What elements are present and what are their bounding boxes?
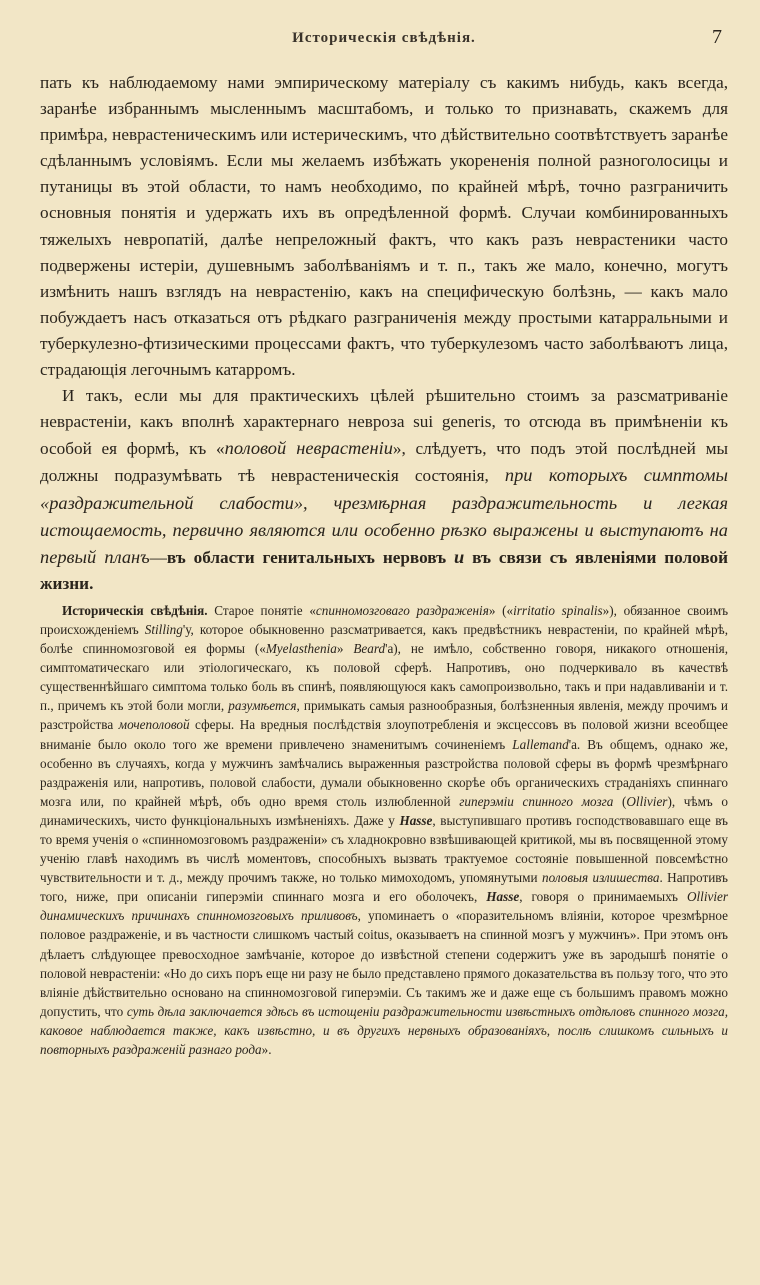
history-text: ), чѣмъ о динамическихъ, чисто функціональныхъ измѣненіяхъ. Даже у (40, 793, 728, 828)
history-text: сферы. На вредныя послѣдствія злоупотребленія и эксцессовъ въ половой жизни всеобщее вниманіе было около того же времени привлечено знаменитымъ сочиненіемъ (40, 717, 728, 752)
history-emphasis: Myelasthenia (265, 641, 337, 657)
page-number: 7 (712, 26, 722, 48)
history-emphasis: суть дѣла заключается здѣсь въ истощеніи раздражительности извѣстныхъ отдѣловъ спинного мозга, каковое наблюдается также, какъ извѣстно, и въ другихъ нервныхъ образованіяхъ, послѣ слишкомъ сильныхъ и повторныхъ раздраженій разнаго рода (40, 1003, 728, 1058)
history-text: » (« (488, 602, 514, 618)
author-stilling: Stilling (144, 621, 183, 637)
history-text: ( (613, 793, 627, 809)
history-emphasis: мочеполовой (118, 717, 190, 733)
history-text: , выступившаго противъ господствовавшаго еще въ то время ученія о «спинномозговомъ раздраженіи» съ хладнокровно взвѣшивающей критикой, мы въ посвященной этому ученію главѣ находимъ въ числѣ моментовъ, способныхъ вызвать трактуемое состояніе повышенной повсемѣстно чувствительности и т. д., между прочимъ также, но только мимоходомъ, упомянутыми (40, 812, 728, 886)
history-text: , говоря о принимаемыхъ (519, 889, 687, 905)
history-emphasis: разумѣется (228, 698, 297, 714)
history-text: Старое понятіе « (207, 602, 316, 618)
author-hasse: Hasse (486, 889, 520, 905)
paragraph-continued: пать къ наблюдаемому нами эмпирическому матеріалу съ какимъ нибудь, какъ всегда, заранѣе избраннымъ мысленнымъ масштабомъ, и только то признавать, скажемъ для примѣра, неврастеническимъ или истерическимъ, что дѣйствительно соотвѣтствуетъ заранѣе сдѣланнымъ условіямъ. Если мы желаемъ избѣжать укорененія полной разноголосицы и путаницы въ этой области, то намъ необходимо, по крайней мѣрѣ, точно разграничить основныя понятія и удержать ихъ въ опредѣленной формѣ. Случаи комбинированныхъ тяжелыхъ невропатій, далѣе непреложный фактъ, что какъ разъ неврастеники часто подвержены истеріи, душевнымъ заболѣваніямъ и т. п., такъ же мало, конечно, могутъ измѣнить нашъ взглядъ на неврастенію, какъ на специфическую болѣзнь, — какъ мало побуждаетъ насъ отказаться отъ рѣдкаго разграниченія между простыми катарральными и туберкулезно-фтизическими процессами фактъ, что туберкулезомъ часто заболѣваютъ лица, страдающія легочнымъ катарромъ. (40, 73, 728, 380)
definition-bold-1: въ области генитальныхъ нервовъ (166, 547, 455, 567)
historical-notes-paragraph (40, 601, 728, 1059)
definition-bold-italic: и (454, 546, 465, 567)
definition-text-1: И такъ, если мы для практическихъ цѣлей рѣшительно стоимъ за разсматриваніе неврастеніи, какъ вполнѣ характернаго невроза sui generis, то отсюда въ примѣненіи къ особой ея формѣ, къ « (40, 386, 728, 459)
author-lallemand: Lallemand (512, 736, 569, 752)
historical-notes-heading: Историческія свѣдѣнія. (62, 602, 208, 618)
author-beard: Beard (353, 641, 386, 657)
definition-emphasis: при которыхъ симптомы «раздражительной слабости», чрезмѣрная раздражительность и легкая истощаемость, первично являются или особенно рѣзко выражены и выступаютъ на первый планъ (40, 465, 728, 567)
history-emphasis: гиперэміи спинного мозга (459, 793, 614, 809)
history-emphasis: Ollivier динамическихъ причинахъ спинномозговыхъ приливовъ (40, 889, 729, 924)
definition-text-2: », слѣдуетъ, что подъ этой послѣдней мы должны подразумѣвать тѣ неврастеническія состоянія, (40, 439, 728, 486)
running-title: Историческія свѣдѣнія. (292, 30, 476, 46)
historical-notes (40, 601, 728, 1059)
page-header (40, 26, 728, 70)
author-hasse: Hasse (399, 812, 433, 828)
history-text: »), обязанное своимъ происхожденіемъ (40, 602, 729, 637)
history-text: 'а), не имѣло, собственно говоря, никакого отношенія, симптоматическаго или этіологическаго, къ половой сферѣ. Напротивъ, оно подчеркивало въ качествѣ существеннѣйшаго симптома только боль въ спинѣ, появляющуюся какъ самопроизвольно, такъ и при надавливаніи и т. п., причемъ къ этой боли могли, (40, 641, 728, 714)
history-emphasis: спинномозговаго раздраженія (315, 602, 489, 618)
history-emphasis: половыя излишества (541, 870, 660, 886)
history-emphasis: irritatio spinalis (513, 602, 603, 618)
history-text: 'а. Въ общемъ, однако же, особенно въ случаяхъ, когда у мужчинъ замѣчались выраженныя разстройства половой сферы въ формѣ чрезмѣрнаго раздраженія или, напротивъ, половой слабости, думали обыкновенно скорѣе объ органическихъ страданіяхъ спиннаго мозга или, по крайней мѣрѣ, объ одно время столь излюбленной (40, 736, 728, 809)
definition-dash: — (149, 547, 167, 567)
history-text: 'у, которое обыкновенно разсматривается, какъ предвѣстникъ неврастеніи, по крайней мѣрѣ, болѣе спинномозговой ея формы (« (40, 621, 728, 657)
author-ollivier: Ollivier (626, 793, 668, 809)
term-sexual-neurasthenia: половой неврастеніи (224, 438, 393, 459)
history-text: ». (261, 1042, 272, 1058)
paragraph-definition (40, 383, 728, 597)
history-text: . Напротивъ того, ниже, при описаніи гиперэміи спиннаго мозга и его оболочекъ, (40, 870, 728, 905)
definition-bold-2: въ связи съ явленіями половой жизни. (40, 547, 728, 593)
main-text (40, 70, 728, 597)
history-text: , примыкать самыя разнообразныя, болѣзненныя явленія, между прочимъ и разстройства (40, 698, 728, 733)
history-text: » (336, 641, 354, 657)
history-text: , упоминаетъ о «поразительномъ вліяніи, которое чрезмѣрное половое раздраженіе, и въ частности слишкомъ частый coitus, оказываетъ на спинной мозгъ у мужчинъ». При этомъ онъ дѣлаетъ слѣдующее превосходное замѣчаніе, которое до извѣстной степени содержитъ уже въ зародышѣ понятіе о половой неврастеніи: «Но до сихъ поръ еще ни разу не было представлено прямого доказательства въ пользу того, что это вліяніе дѣйствительно основано на спинномозговой гиперэміи. Съ такимъ же и даже еще съ большимъ правомъ можно допустить, что (40, 908, 728, 1019)
